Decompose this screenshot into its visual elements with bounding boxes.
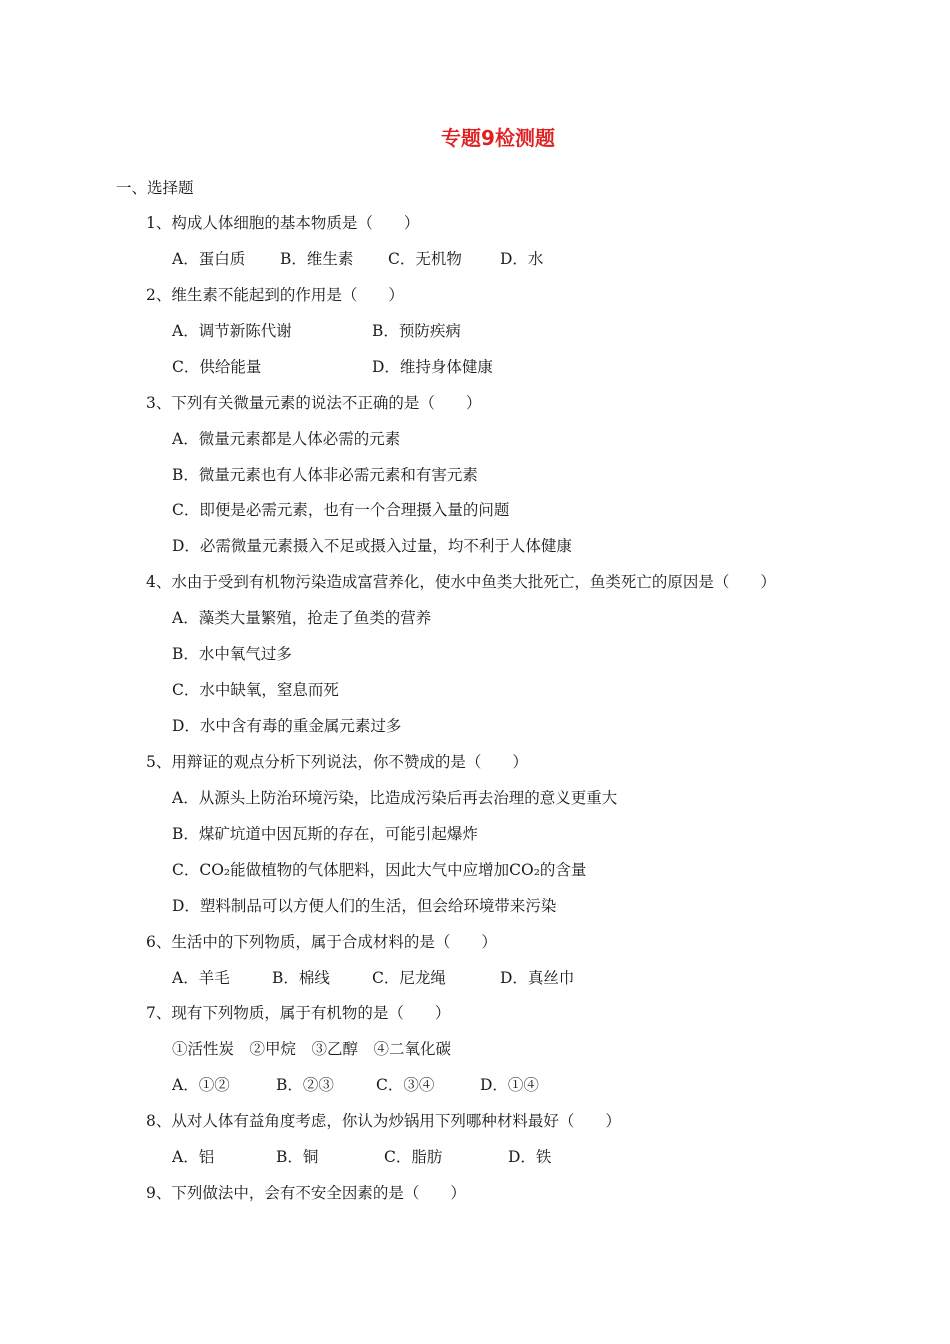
option-d: D．水 [500,250,544,268]
question-5-stem: 5、用辩证的观点分析下列说法，你不赞成的是（ ） [146,753,528,771]
question-4-stem: 4、水由于受到有机物污染造成富营养化，使水中鱼类大批死亡，鱼类死亡的原因是（ ） [146,573,776,591]
option-c: C．③④ [376,1076,435,1094]
question-5-option-a: A．从源头上防治环境污染，比造成污染后再去治理的意义更重大 [172,789,618,807]
option-a: A．调节新陈代谢 [172,322,292,340]
option-b: B．②③ [276,1076,334,1094]
option-b: B．铜 [276,1148,319,1166]
question-6-options [172,968,574,988]
question-2-options-row1 [172,321,461,341]
question-9-stem: 9、下列做法中，会有不安全因素的是（ ） [146,1184,466,1202]
question-4-option-b: B．水中氧气过多 [172,645,292,663]
option-a: A．铝 [172,1148,215,1166]
question-3-option-b: B．微量元素也有人体非必需元素和有害元素 [172,466,478,484]
question-1-stem: 1、构成人体细胞的基本物质是（ ） [146,214,420,232]
question-7-stem: 7、现有下列物质，属于有机物的是（ ） [146,1004,451,1022]
question-8-stem: 8、从对人体有益角度考虑，你认为炒锅用下列哪种材料最好（ ） [146,1112,621,1130]
option-d: D．铁 [508,1148,552,1166]
option-a: A．①② [172,1076,230,1094]
question-4-option-c: C．水中缺氧，窒息而死 [172,681,339,699]
question-3-option-c: C．即便是必需元素，也有一个合理摄入量的问题 [172,501,510,519]
option-a: A．蛋白质 [172,250,246,268]
option-c: C．脂肪 [384,1148,443,1166]
question-5-option-d: D．塑料制品可以方便人们的生活，但会给环境带来污染 [172,897,557,915]
option-b: B．棉线 [272,969,330,987]
question-7-options [172,1075,539,1095]
question-8-options [172,1147,551,1167]
question-5-option-c: C．CO₂能做植物的气体肥料，因此大气中应增加CO₂的含量 [172,861,587,879]
question-6-stem: 6、生活中的下列物质，属于合成材料的是（ ） [146,933,497,951]
option-c: C．尼龙绳 [372,969,446,987]
question-3-option-d: D．必需微量元素摄入不足或摄入过量，均不利于人体健康 [172,537,572,555]
option-d: D．维持身体健康 [372,358,493,376]
option-d: D．真丝巾 [500,969,575,987]
question-1-options [172,249,543,269]
option-d: D．①④ [480,1076,539,1094]
question-3-option-a: A．微量元素都是人体必需的元素 [172,430,401,448]
question-3-stem: 3、下列有关微量元素的说法不正确的是（ ） [146,394,482,412]
question-5-option-b: B．煤矿坑道中因瓦斯的存在，可能引起爆炸 [172,825,478,843]
question-2-stem: 2、维生素不能起到的作用是（ ） [146,286,404,304]
option-c: C．无机物 [388,250,462,268]
option-b: B．维生素 [280,250,354,268]
section-heading: 一、选择题 [116,179,194,197]
question-7-items: ①活性炭 ②甲烷 ③乙醇 ④二氧化碳 [172,1040,452,1058]
option-c: C．供给能量 [172,358,262,376]
page-title: 专题9检测题 [441,126,555,150]
question-4-option-d: D．水中含有毒的重金属元素过多 [172,717,402,735]
question-4-option-a: A．藻类大量繁殖，抢走了鱼类的营养 [172,609,432,627]
option-a: A．羊毛 [172,969,230,987]
option-b: B．预防疾病 [372,322,461,340]
question-2-options-row2 [172,357,493,377]
